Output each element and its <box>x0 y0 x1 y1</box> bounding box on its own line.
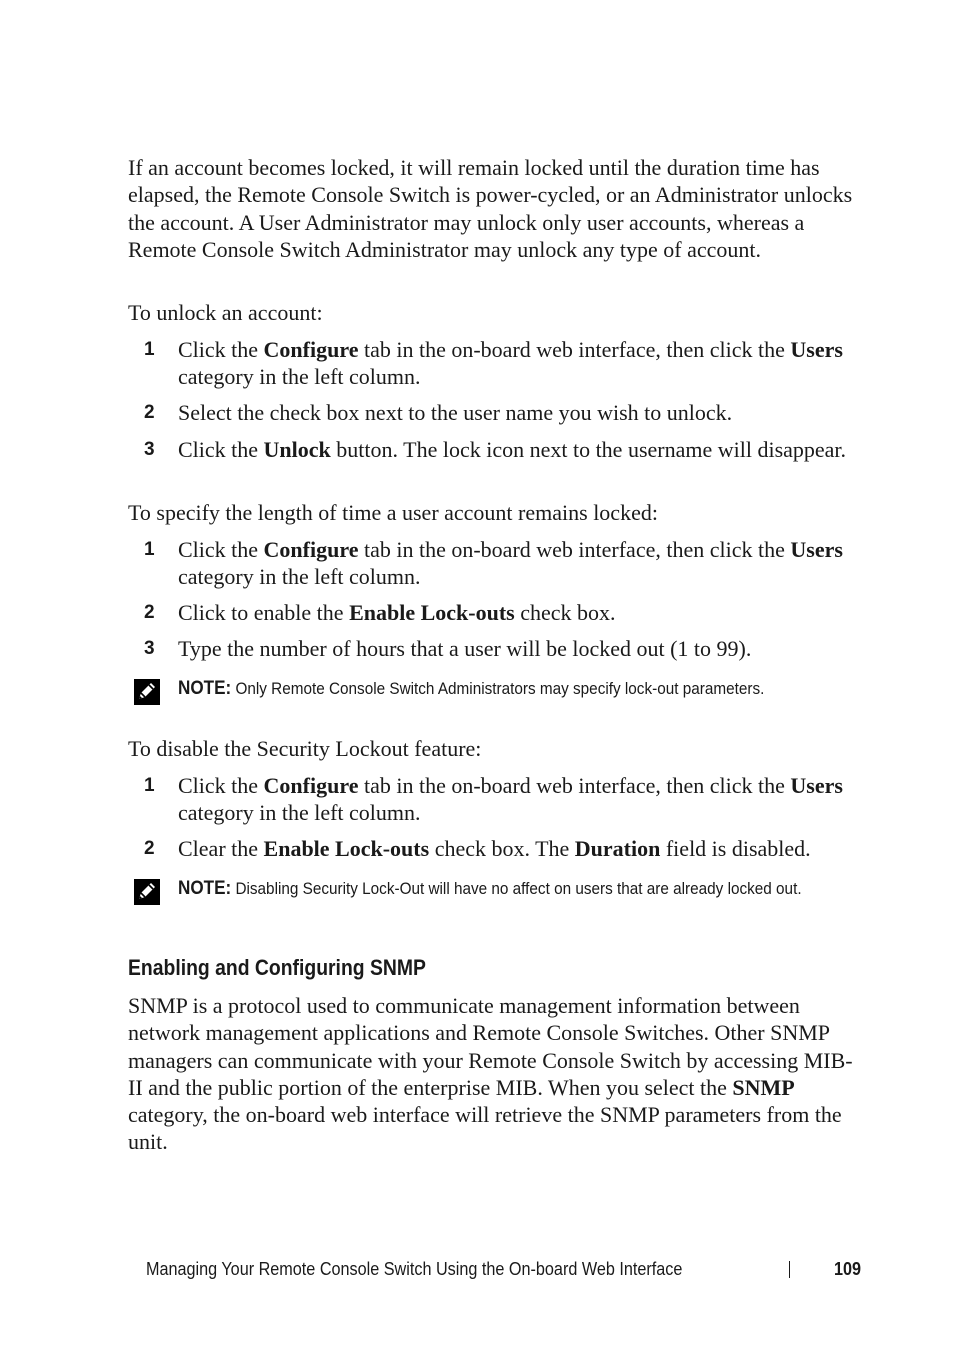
note-text: NOTE: Only Remote Console Switch Administrators may specify lock-out parameters. <box>178 678 765 699</box>
footer-divider <box>789 1261 790 1278</box>
step-number: 3 <box>144 638 155 659</box>
pencil-note-icon <box>133 678 161 706</box>
step-text: Clear the Enable Lock-outs check box. The Duration field is disabled. <box>178 836 811 861</box>
snmp-paragraph: SNMP is a protocol used to communicate management information between network management applications and Remote Console Switches. Other SNMP managers can communicate with your Remote Console Switch by accessing MIB-II and the public portion of the enterprise MIB. When you select the SNMP category, the on-board web interface will retrieve the SNMP parameters from the unit. <box>128 993 853 1155</box>
step-text: Click the Configure tab in the on-board web interface, then click the Users category in the left column. <box>178 773 843 826</box>
step-number: 1 <box>144 539 155 560</box>
footer-chapter-title: Managing Your Remote Console Switch Using the On-board Web Interface <box>146 1259 683 1279</box>
step-number: 3 <box>144 439 155 460</box>
step-text: Select the check box next to the user name you wish to unlock. <box>178 400 733 425</box>
section-heading-snmp: Enabling and Configuring SNMP <box>128 955 426 980</box>
page-number: 109 <box>833 1259 861 1279</box>
pencil-note-icon <box>133 878 161 906</box>
page-footer <box>146 1255 861 1283</box>
step-text: Click the Configure tab in the on-board web interface, then click the Users category in the left column. <box>178 337 843 390</box>
step-text: Type the number of hours that a user will be locked out (1 to 99). <box>178 636 752 661</box>
unlock-lead: To unlock an account: <box>128 300 323 325</box>
step-text: Click the Configure tab in the on-board web interface, then click the Users category in the left column. <box>178 537 843 590</box>
step-number: 2 <box>144 402 155 423</box>
step-text: Click to enable the Enable Lock-outs check box. <box>178 600 616 625</box>
duration-lead: To specify the length of time a user account remains locked: <box>128 500 658 525</box>
step-number: 1 <box>144 339 155 360</box>
step-text: Click the Unlock button. The lock icon next to the username will disappear. <box>178 437 847 462</box>
note-text: NOTE: Disabling Security Lock-Out will have no affect on users that are already locked out. <box>178 878 802 899</box>
step-number: 2 <box>144 838 155 859</box>
intro-paragraph: If an account becomes locked, it will remain locked until the duration time has elapsed, the Remote Console Switch is power-cycled, or an Administrator unlocks the account. A User Administrator may unlock only user accounts, whereas a Remote Console Switch Administrator may unlock any type of account. <box>128 155 853 262</box>
step-number: 1 <box>144 775 155 796</box>
disable-lead: To disable the Security Lockout feature: <box>128 736 482 761</box>
step-number: 2 <box>144 602 155 623</box>
